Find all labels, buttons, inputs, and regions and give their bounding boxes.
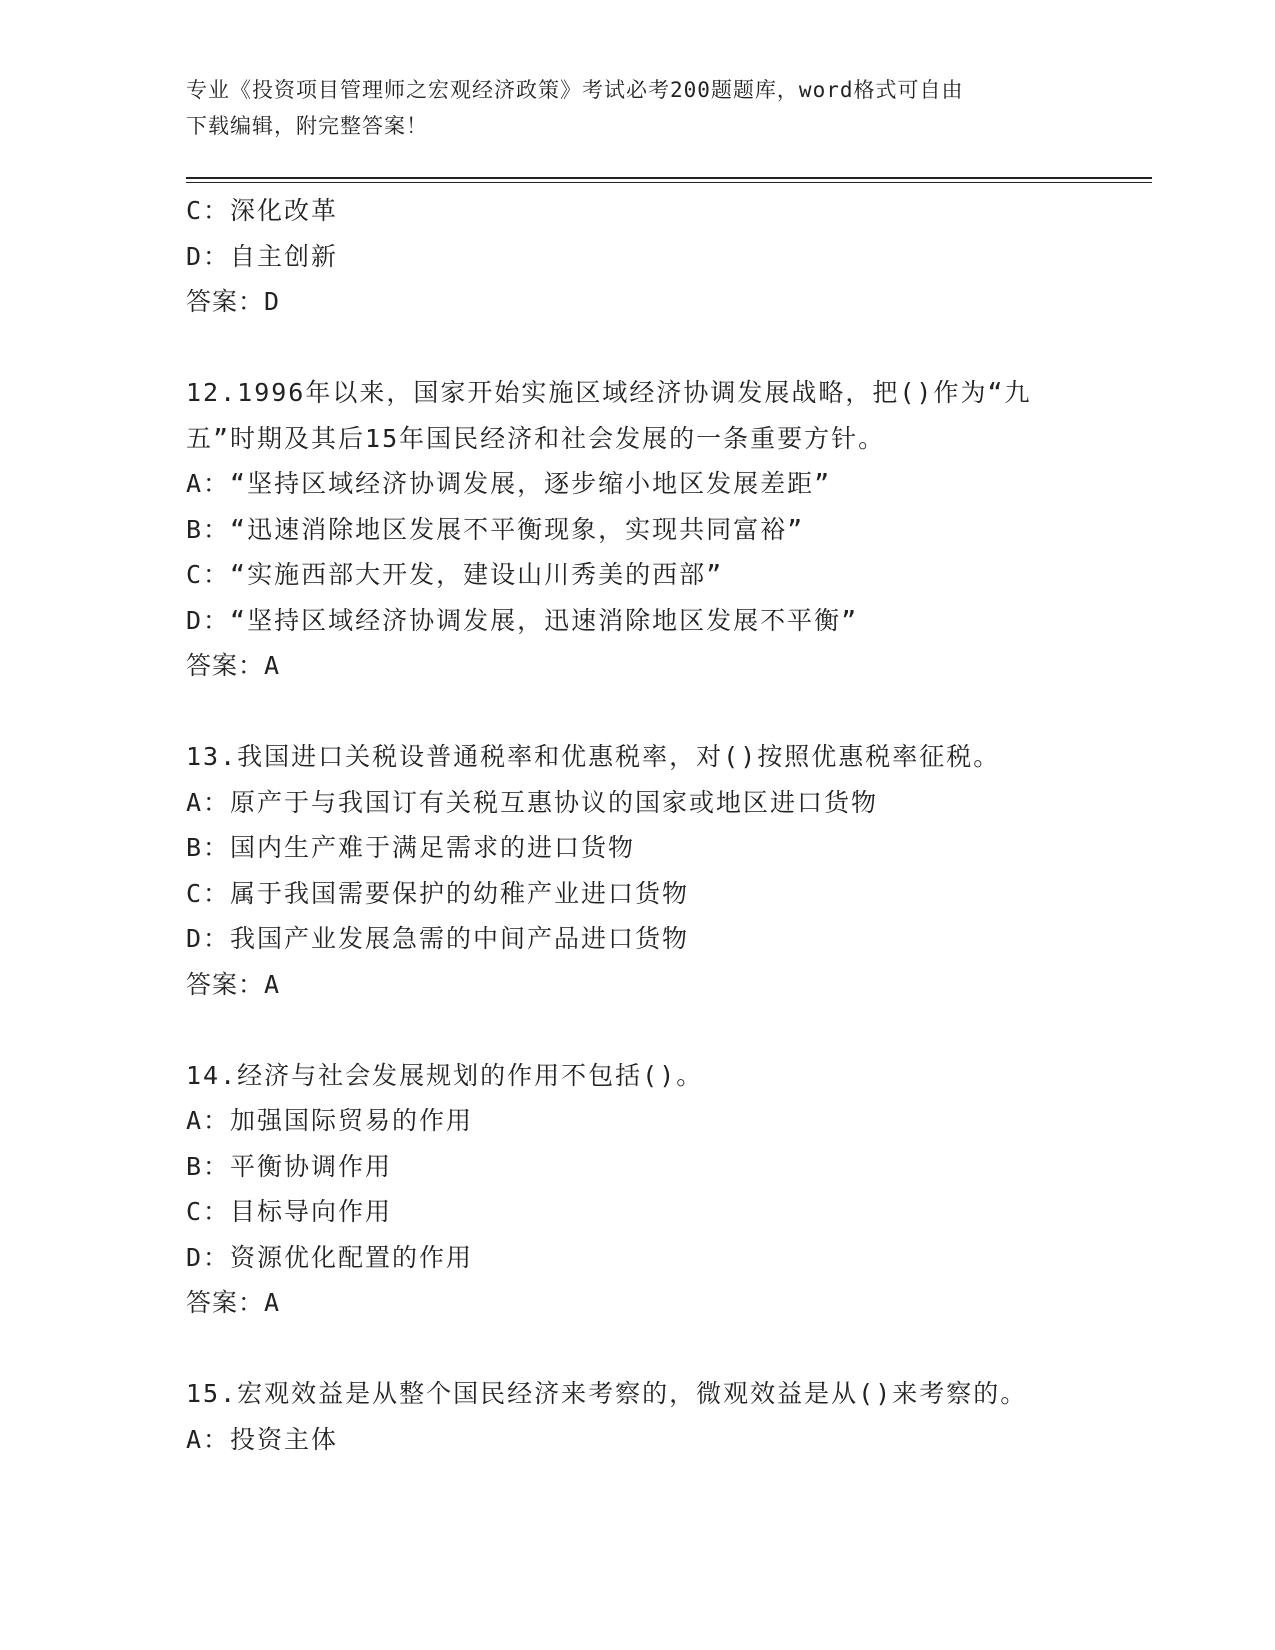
- option-d: D：我国产业发展急需的中间产品进口货物: [186, 924, 690, 953]
- question-stem: 12.1996年以来，国家开始实施区域经济协调发展战略，把()作为“九: [186, 378, 1032, 407]
- answer: 答案：D: [186, 287, 281, 316]
- question-stem: 五”时期及其后15年国民经济和社会发展的一条重要方针。: [186, 423, 886, 453]
- option-b: B：平衡协调作用: [186, 1151, 393, 1181]
- option-b: B：国内生产难于满足需求的进口货物: [186, 833, 636, 862]
- option-c: C：“实施西部大开发，建设山川秀美的西部”: [186, 560, 724, 589]
- option-d: D：“坚持区域经济协调发展，迅速消除地区发展不平衡”: [186, 605, 859, 635]
- answer: 答案：A: [186, 1288, 281, 1317]
- question-14: [186, 1053, 1152, 1326]
- option-a: A：原产于与我国订有关税互惠协议的国家或地区进口货物: [186, 787, 879, 817]
- spacer: [186, 1326, 1152, 1372]
- question-15: [186, 1371, 1152, 1462]
- question-stem: 15.宏观效益是从整个国民经济来考察的，微观效益是从()来考察的。: [186, 1379, 1028, 1408]
- option-d: D：资源优化配置的作用: [186, 1242, 474, 1272]
- option-d: D：自主创新: [186, 241, 339, 271]
- header-divider: [186, 177, 1152, 179]
- question-12: [186, 370, 1152, 689]
- option-b: B：“迅速消除地区发展不平衡现象，实现共同富裕”: [186, 514, 805, 544]
- spacer: [186, 325, 1152, 371]
- document-header: [186, 72, 1076, 144]
- question-13: [186, 734, 1152, 1007]
- question-list: [186, 188, 1152, 1462]
- answer: 答案：A: [186, 969, 281, 999]
- option-a: A：“坚持区域经济协调发展，逐步缩小地区发展差距”: [186, 469, 832, 498]
- option-c: C：深化改革: [186, 196, 339, 225]
- header-divider-thin: [186, 182, 1152, 183]
- spacer: [186, 1007, 1152, 1053]
- spacer: [186, 689, 1152, 735]
- option-a: A：投资主体: [186, 1424, 339, 1454]
- answer: 答案：A: [186, 651, 281, 680]
- question-stem: 14.经济与社会发展规划的作用不包括()。: [186, 1060, 704, 1090]
- header-line-2: 下载编辑，附完整答案！: [186, 114, 428, 138]
- header-line-1: 专业《投资项目管理师之宏观经济政策》考试必考200题题库，word格式可自由: [186, 78, 964, 102]
- option-c: C：属于我国需要保护的幼稚产业进口货物: [186, 878, 690, 908]
- question-stem: 13.我国进口关税设普通税率和优惠税率，对()按照优惠税率征税。: [186, 742, 1001, 771]
- option-a: A：加强国际贸易的作用: [186, 1106, 474, 1135]
- option-c: C：目标导向作用: [186, 1197, 393, 1226]
- question-11-continued: [186, 188, 1152, 325]
